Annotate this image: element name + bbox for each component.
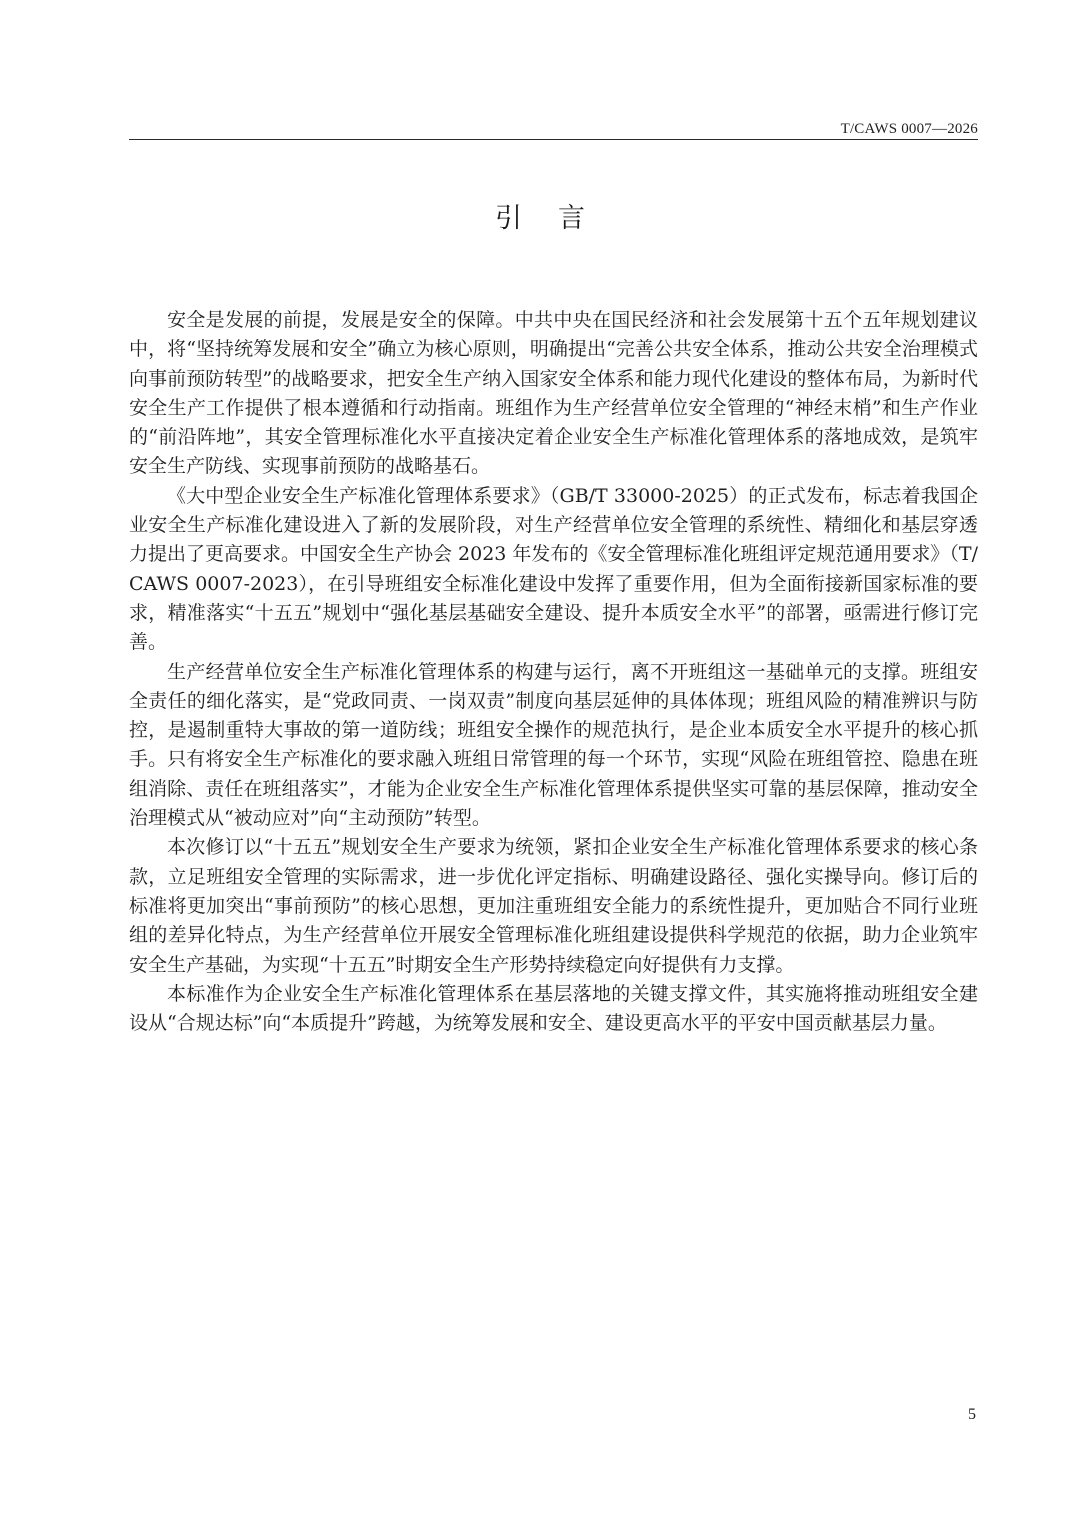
paragraph-2: 《大中型企业安全生产标准化管理体系要求》（GB/T 33000-2025）的正式发布，标志着我国企业安全生产标准化建设进入了新的发展阶段，对生产经营单位安全管理的系统性、精细化和基层穿透力提出了更高要求。中国安全生产协会 2023 年发布的《安全管理标准化班组评定规范通用要求》（T/CAWS 0007-2023），在引导班组安全标准化建设中发挥了重要作用，但为全面衔接新国家标准的要求，精准落实“十五五”规划中“强化基层基础安全建设、提升本质安全水平”的部署，亟需进行修订完善。	[129, 484, 979, 654]
document-body	[129, 306, 978, 1038]
standard-code: T/CAWS 0007—2026	[840, 121, 978, 137]
page-number: 5	[968, 1406, 976, 1423]
paragraph-4: 本次修订以“十五五”规划安全生产要求为统领，紧扣企业安全生产标准化管理体系要求的核心条款，立足班组安全管理的实际需求，进一步优化评定指标、明确建设路径、强化实操导向。修订后的标准将更加突出“事前预防”的核心思想，更加注重班组安全能力的系统性提升，更加贴合不同行业班组的差异化特点，为生产经营单位开展安全管理标准化班组建设提供科学规范的依据，助力企业筑牢安全生产基础，为实现“十五五”时期安全生产形势持续稳定向好提供有力支撑。	[129, 836, 978, 976]
paragraph-1: 安全是发展的前提，发展是安全的保障。中共中央在国民经济和社会发展第十五个五年规划建议中，将“坚持统筹发展和安全”确立为核心原则，明确提出“完善公共安全体系，推动公共安全治理模式向事前预防转型”的战略要求，把安全生产纳入国家安全体系和能力现代化建设的整体布局，为新时代安全生产工作提供了根本遵循和行动指南。班组作为生产经营单位安全管理的“神经末梢”和生产作业的“前沿阵地”，其安全管理标准化水平直接决定着企业安全生产标准化管理体系的落地成效，是筑牢安全生产防线、实现事前预防的战略基石。	[129, 309, 978, 478]
header-divider	[129, 139, 978, 140]
page-title: 引言	[495, 203, 621, 234]
paragraph-5: 本标准作为企业安全生产标准化管理体系在基层落地的关键支撑文件，其实施将推动班组安全建设从“合规达标”向“本质提升”跨越，为统筹发展和安全、建设更高水平的平安中国贡献基层力量。	[129, 982, 978, 1035]
paragraph-3: 生产经营单位安全生产标准化管理体系的构建与运行，离不开班组这一基础单元的支撑。班组安全责任的细化落实，是“党政同责、一岗双责”制度向基层延伸的具体体现；班组风险的精准辨识与防控，是遏制重特大事故的第一道防线；班组安全操作的规范执行，是企业本质安全水平提升的核心抓手。只有将安全生产标准化的要求融入班组日常管理的每一个环节，实现“风险在班组管控、隐患在班组消除、责任在班组落实”，才能为企业安全生产标准化管理体系提供坚实可靠的基层保障，推动安全治理模式从“被动应对”向“主动预防”转型。	[129, 660, 978, 830]
